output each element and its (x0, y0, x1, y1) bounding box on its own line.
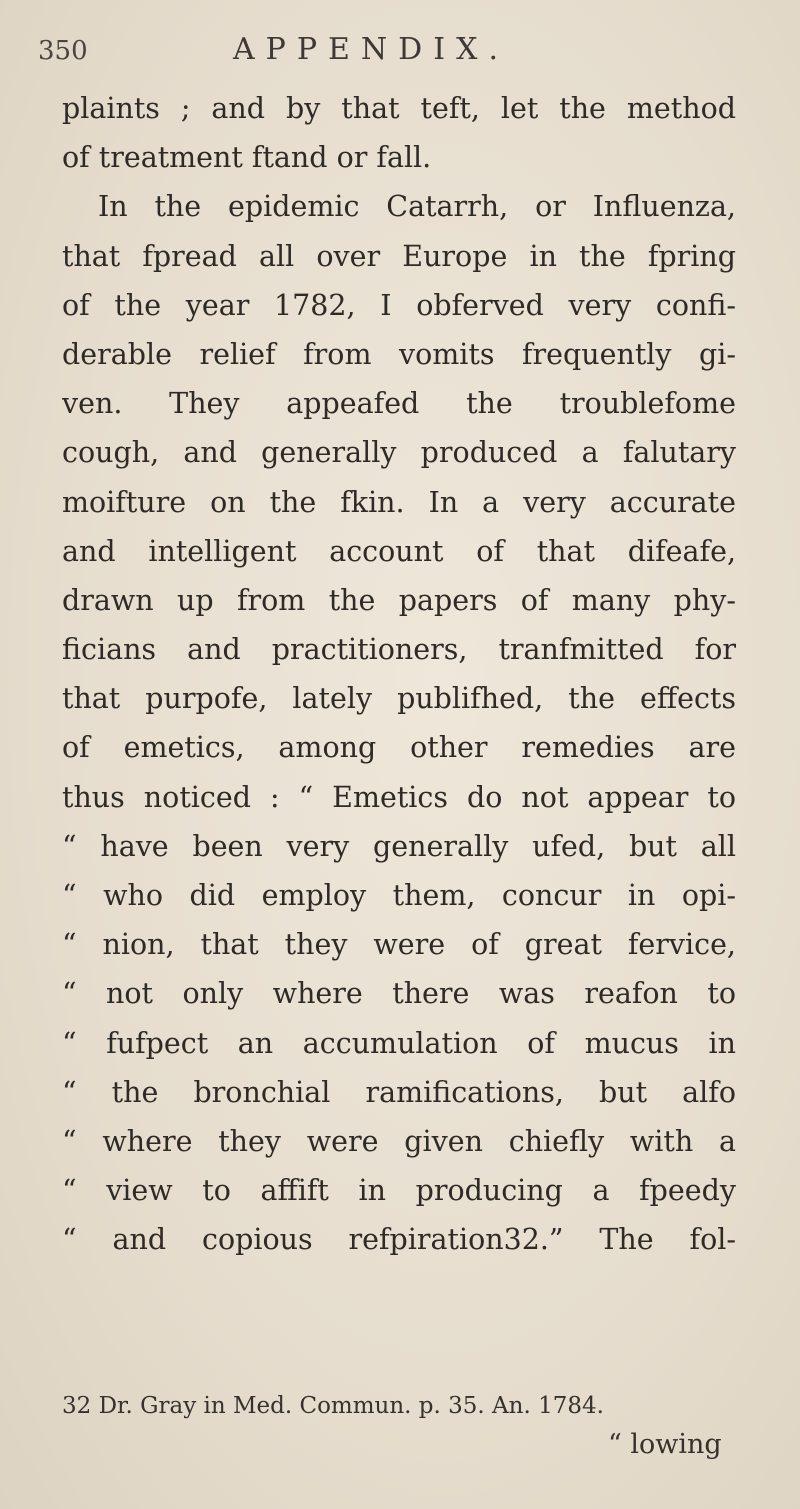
footnote: 32 Dr. Gray in Med. Commun. p. 35. An. 1784. (62, 1393, 604, 1419)
text-line: In the epidemic Catarrh, or Influenza, (98, 190, 736, 224)
text-line: “ and copious refpiration32.” The fol- (62, 1223, 736, 1257)
text-line: plaints ; and by that teft, let the method (62, 92, 736, 125)
text-line: “ who did employ them, concur in opi- (62, 879, 736, 912)
running-head: APPENDIX. (233, 32, 509, 67)
text-line: of treatment ftand or fall. (62, 141, 432, 175)
text-line: “ where they were given chiefly with a (62, 1124, 736, 1158)
text-line: that fpread all over Europe in the fpring (62, 239, 736, 273)
text-line: “ fufpect an accumulation of mucus in (62, 1026, 736, 1060)
text-line: “ not only where there was reafon to (62, 977, 736, 1011)
text-line: ficians and practitioners, tranfmitted for (62, 633, 736, 667)
text-line: “ view to affift in producing a fpeedy (62, 1174, 736, 1208)
text-line: “ the bronchial ramifications, but alfo (62, 1075, 736, 1109)
text-line: of the year 1782, I obferved very confi- (62, 288, 736, 322)
text-line: cough, and generally produced a falutary (62, 436, 736, 470)
text-line: thus noticed : “ Emetics do not appear to (62, 780, 736, 814)
text-line: moifture on the fkin. In a very accurate (62, 485, 736, 519)
text-line: and intelligent account of that difeafe, (62, 534, 736, 568)
text-line: “ have been very generally ufed, but all (62, 829, 736, 863)
text-line: derable relief from vomits frequently gi- (62, 337, 736, 371)
text-line: “ nion, that they were of great fervice, (62, 928, 736, 962)
text-line: drawn up from the papers of many phy- (62, 583, 736, 617)
page-header (38, 28, 778, 78)
text-line: ven. They appeafed the troublefome (62, 387, 736, 421)
text-line: that purpofe, lately publifhed, the effects (62, 682, 736, 716)
body-text (62, 84, 736, 1265)
catchword: “ lowing (608, 1429, 722, 1460)
page-number: 350 (38, 36, 88, 66)
text-line: of emetics, among other remedies are (62, 731, 736, 765)
